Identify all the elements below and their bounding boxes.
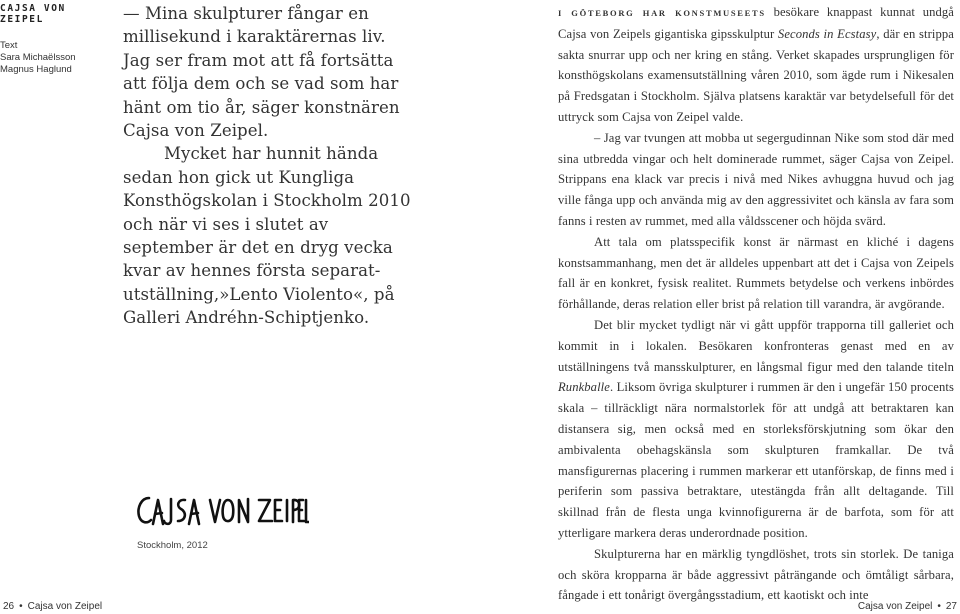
credits [0,40,110,76]
article-paragraph: Skulpturerna har en märklig tyngdlöshet, trots sin storlek. De taniga och sköra kropparna är både aggressivt påträngande och ömtåligt sårbara, fångade i ett tonårigt övergångsstadium, ett kaotiskt och inte [558,546,954,603]
page-number: 26 [3,601,15,612]
text-run: , där en strippa sakta snurrar upp och ner kring en stång. Verket skapades ursprungligen för konsthögskolans examensutställning våren 2010, som ägde rum i Nikesalen på Fredsgatan i Stockholm. Själva platsens karaktär var betydelsefull för det uttryck som Cajsa von Zeipel valde. [558,26,954,124]
running-title: Cajsa von Zeipel [857,601,933,612]
sidebar [0,3,110,76]
pull-quote-paragraph: — Mina skulpturer fångar en millisekund i karaktärernas liv. Jag ser fram mot att få fortsätta att följa dem och se vad som har hänt om tio år, säger konstnären Cajsa von Zeipel. [123,4,400,141]
article-paragraph [558,2,954,128]
separator: • [19,601,23,612]
credit-line: Text [0,40,18,51]
article-body [558,2,954,606]
footer-right [858,601,957,612]
artwork-title: Runkballe [558,380,610,395]
text-run: . Liksom övriga skulpturer i rummen är den i ungefär 150 procents skala – tillräckligt nära normalstorlek för att undgå att betraktaren kan distansera sig, men också med en storleksförskjutning som ökar den ambivalenta obehagskänsla som skulpturen framkallar. De två mansfigurernas placering i rummen markerar ett utanförskap, de finns med i periferin som passiva betraktare, utestängda från allt deltagande. Till skillnad från de flesta unga kvinnofigurerna är de barfota, som för att ytterligare markera deras underordnade position. [558,380,954,540]
signature-caption: Stockholm, 2012 [137,540,208,551]
article-paragraph: – Jag var tvungen att mobba ut segergudinnan Nike som stod där med sina utbredda vingar och helt dominerade rummet, säger Cajsa von Zeipel. Strippans ena klack var precis i nivå med Nikes avhuggna huvud och jag ville fånga upp och använda mig av den aggressivitet och känsla av fara som fanns i resten av rummet, med alla våldsscener och höjda svärd. [558,130,954,228]
credit-line: Sara Michaëlsson [0,52,76,63]
signature-graphic [133,490,309,530]
running-title: Cajsa von Zeipel [27,601,103,612]
article-paragraph [558,315,954,544]
lead-in: I GÖTEBORG HAR KONSTMUSEETS [558,8,766,18]
artist-signature [133,490,309,530]
article-paragraph: Att tala om platsspecifik konst är närmast en kliché i dagens konstsammanhang, men det är alldeles uppenbart att det i Cajsa von Zeipels fall är en konkret, fysisk realitet. Rummets betydelse och verkens inbördes förhållande, deras relation eller brist på relation till varandra, är avgörande. [558,234,954,312]
text-run: Det blir mycket tydligt när vi gått uppför trapporna till galleriet och kommit in i lokalen. Besökaren konfronteras genast med en av utställningens två mansskulpturer, en långsmal figur med den talande titeln [558,317,954,374]
pull-quote-paragraph: Mycket har hunnit hända sedan hon gick ut Kungliga Konsthögskolan i Stockholm 2010 och när vi ses i slutet av september är det en dryg vecka kvar av hennes första separatutställning,»Lento Violento«, på Galleri Andréhn-Schiptjenko. [123,144,411,328]
artwork-title: Seconds in Ecstasy [777,26,877,41]
text-run: besökare knappast kunnat undgå Cajsa von Zeipels gigantiska gipsskulptur [558,5,954,41]
page-number: 27 [945,601,957,612]
credit-line: Magnus Haglund [0,64,72,75]
pull-quote [123,2,415,330]
footer-left [3,601,102,612]
section-title: CAJSA VON ZEIPEL [0,3,66,25]
separator: • [937,601,941,612]
